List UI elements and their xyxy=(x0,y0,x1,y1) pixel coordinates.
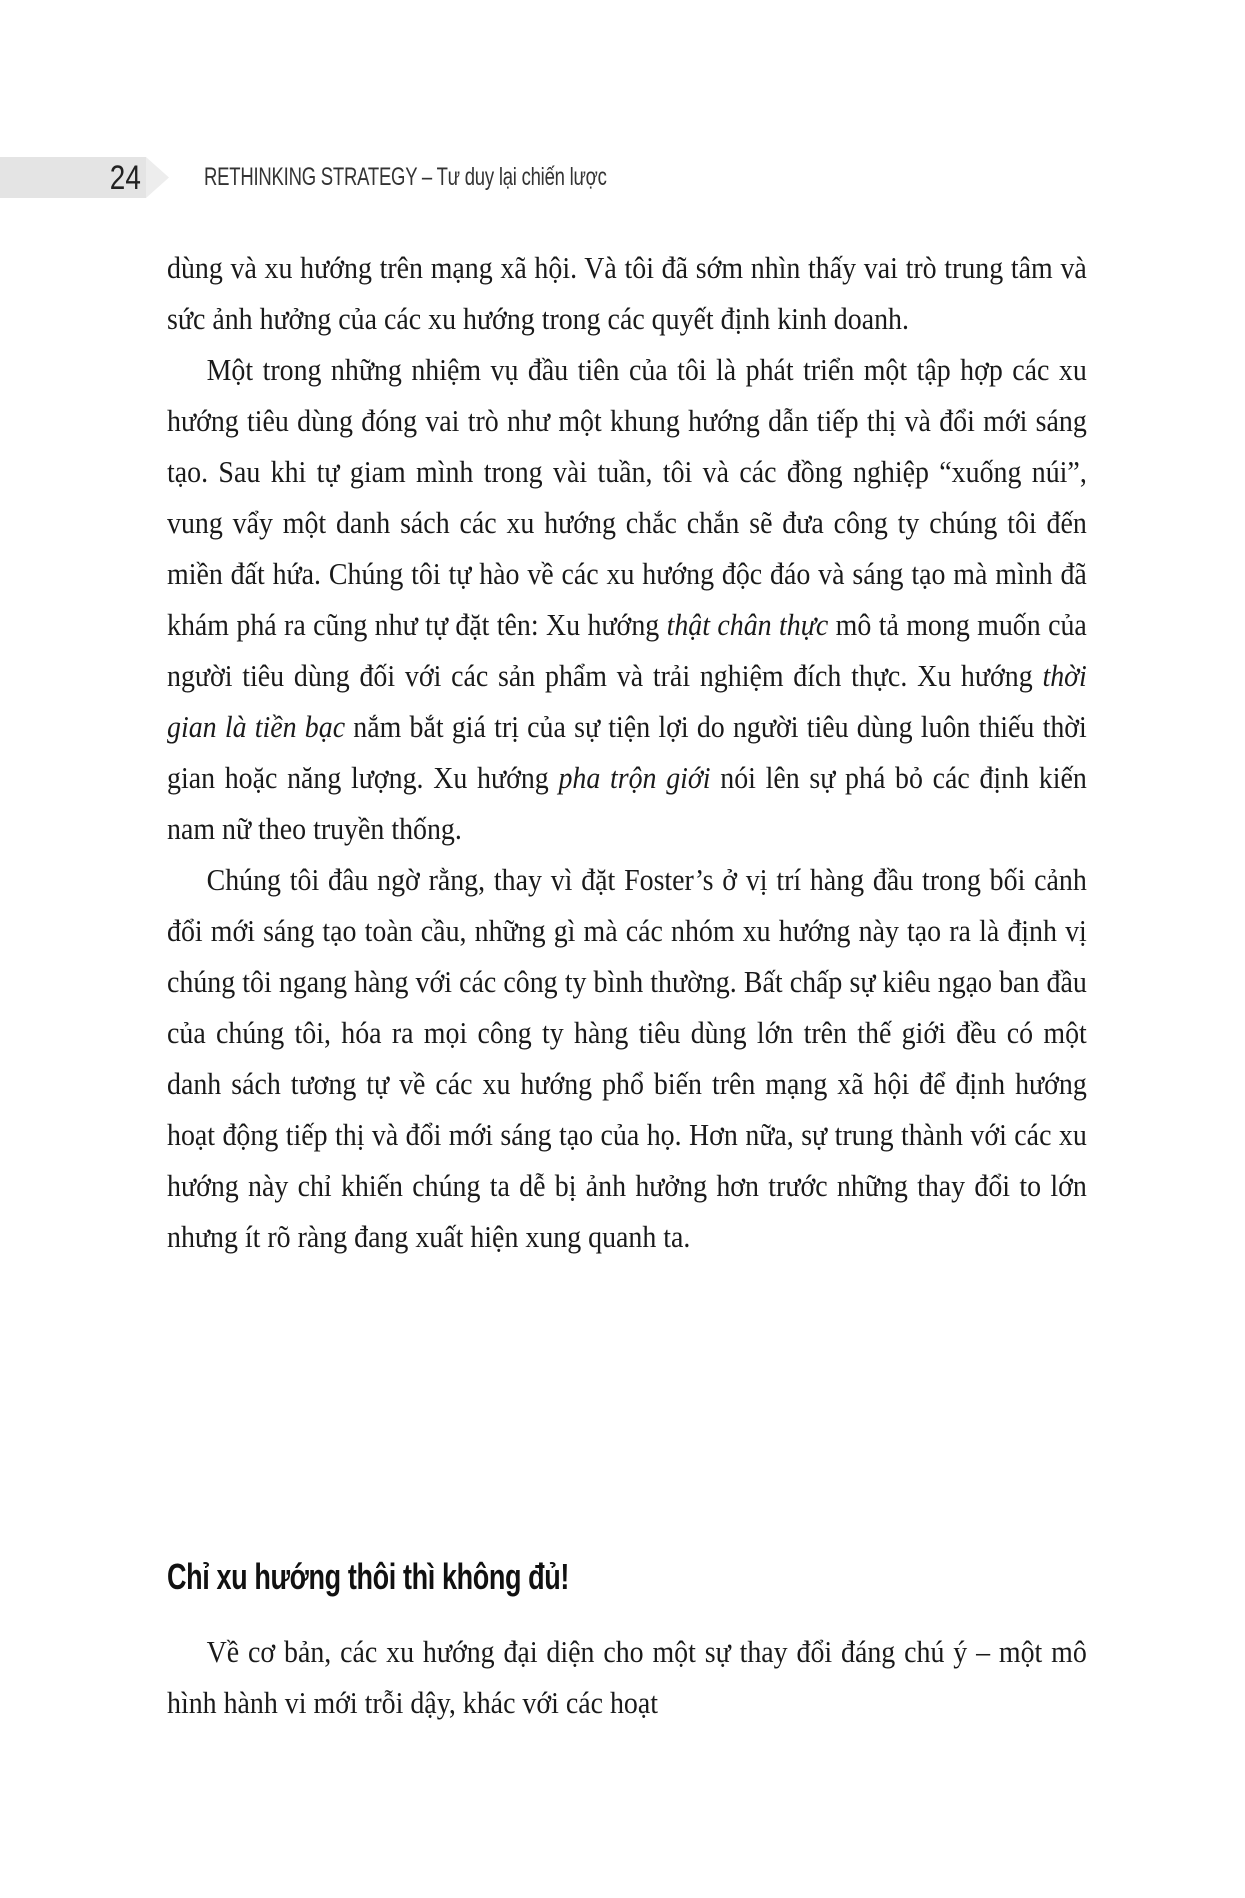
text-run: dùng và xu hướng trên mạng xã hội. Và tôi đã sớm nhìn thấy vai trò trung tâm và sức ảnh hưởng của các xu hướng trong các quyết định kinh doanh. xyxy=(167,250,1087,336)
italic-text-run: thời gian là tiền bạc xyxy=(167,658,1087,744)
running-head-title: RETHINKING STRATEGY – Tư duy lại chiến lược xyxy=(204,163,607,191)
text-run: Một trong những nhiệm vụ đầu tiên của tôi là phát triển một tập hợp các xu hướng tiêu dùng đóng vai trò như một khung hướng dẫn tiếp thị và đổi mới sáng tạo. Sau khi tự giam mình trong vài tuần, tôi và các đồng nghiệp “xuống núi”, vung vẩy một danh sách các xu hướng chắc chắn sẽ đưa công ty chúng tôi đến miền đất hứa. Chúng tôi tự hào về các xu hướng độc đáo và sáng tạo mà mình đã khám phá ra cũng như tự đặt tên: Xu hướng xyxy=(167,352,1087,642)
italic-text-run: thật chân thực xyxy=(666,607,829,642)
page-number: 24 xyxy=(109,158,141,197)
text-run: nắm bắt giá trị của sự tiện lợi do người tiêu dùng luôn thiếu thời gian hoặc năng lượng. Xu hướng xyxy=(167,709,1087,795)
paragraph xyxy=(167,242,1087,344)
text-run: Về cơ bản, các xu hướng đại diện cho một sự thay đổi đáng chú ý – một mô hình hành vi mới trỗi dậy, khác với các hoạt xyxy=(167,1634,1087,1720)
band-arrow-tip xyxy=(146,157,169,198)
text-run: nói lên sự phá bỏ các định kiến nam nữ theo truyền thống. xyxy=(167,760,1087,846)
italic-text-run: pha trộn giới xyxy=(558,760,711,795)
section-heading: Chỉ xu hướng thôi thì không đủ! xyxy=(167,1556,570,1597)
text-run: Chúng tôi đâu ngờ rằng, thay vì đặt Foster’s ở vị trí hàng đầu trong bối cảnh đổi mới sáng tạo toàn cầu, những gì mà các nhóm xu hướng này tạo ra là định vị chúng tôi ngang hàng với các công ty bình thường. Bất chấp sự kiêu ngạo ban đầu của chúng tôi, hóa ra mọi công ty hàng tiêu dùng lớn trên thế giới đều có một danh sách tương tự về các xu hướng phổ biến trên mạng xã hội để định hướng hoạt động tiếp thị và đổi mới sáng tạo của họ. Hơn nữa, sự trung thành với các xu hướng này chỉ khiến chúng ta dễ bị ảnh hưởng hơn trước những thay đổi to lớn nhưng ít rõ ràng đang xuất hiện xung quanh ta. xyxy=(167,862,1087,1254)
page-number-band xyxy=(0,157,146,198)
paragraph xyxy=(167,344,1087,854)
body-paragraphs-after xyxy=(167,1626,1087,1728)
paragraph xyxy=(167,1626,1087,1728)
text-run: mô tả mong muốn của người tiêu dùng đối với các sản phẩm và trải nghiệm đích thực. Xu hướng xyxy=(167,607,1087,693)
paragraph xyxy=(167,854,1087,1262)
body-paragraphs xyxy=(167,242,1087,1262)
